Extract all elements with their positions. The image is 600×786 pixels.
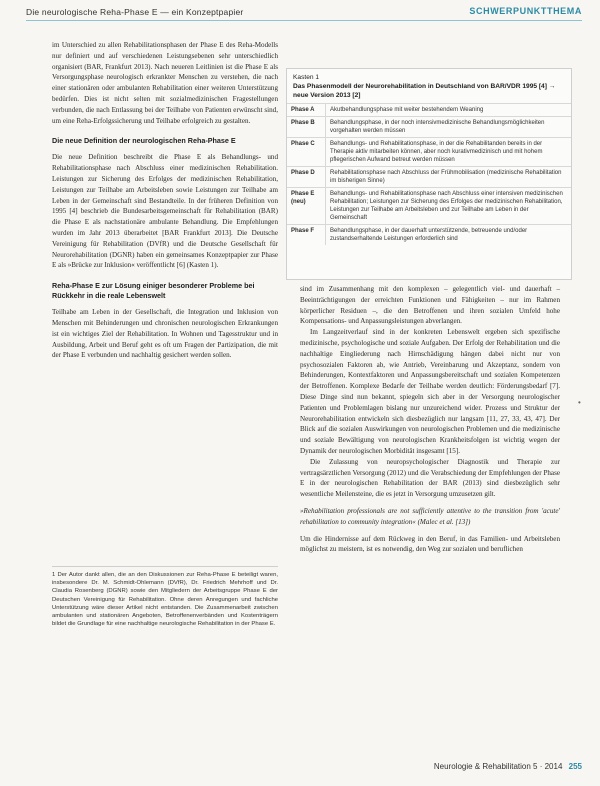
page-number: 255 [568, 762, 582, 771]
phase-label: Phase B [287, 117, 326, 138]
header-rule [26, 20, 582, 21]
paragraph: Um die Hindernisse auf dem Rückweg in den Beruf, in das Familien- und Arbeitsleben möglichst zu meistern, ist es notwendig, den Weg zur sozialen und beruflichen [300, 534, 560, 554]
phase-label: Phase E (neu) [287, 188, 326, 225]
pull-quote: »Rehabilitation professionals are not sufficiently attentive to the transition from 'acute' rehabilitation to community integration« (Malec et al. [13]) [300, 506, 560, 526]
section-label: SCHWERPUNKTTHEMA [469, 6, 582, 16]
table-row [287, 188, 571, 225]
margin-mark: • [578, 398, 581, 407]
section-heading: Reha-Phase E zur Lösung einiger besonderer Probleme bei Rückkehr in die reale Lebenswelt [52, 281, 255, 301]
right-column [300, 284, 560, 555]
phase-description: Behandlungs- und Rehabilitationsphase nach Abschluss einer intensiven medizinischen Rehabilitation; Leistungen zur Sicherung des Erfolges der medizinischen Rehabilitation, Leistungen zur Teilhabe am Arbeitsleben und zur Teilhabe am Leben in der Gemeinschaft [326, 188, 572, 225]
left-column [52, 40, 278, 361]
footnote-text: 1 Der Autor dankt allen, die an den Diskussionen zur Reha-Phase E beteiligt waren, insbesondere Dr. M. Schmidt-Ohlemann (DVfR), Dr. Friedrich Mehrhoff und Dr. Claudia Rosenberg (DGNR) sowie den Mitgliedern der Arbeitsgruppe Phase E der Deutschen Vereinigung für Rehabilitation. Ohne deren Anregungen und fachliche Unterstützung wäre dieser Artikel nicht entstanden. Die Zusammenarbeit zwischen ambulanten und stationären Angeboten, Betroffenenverbänden und Kostenträgern bildet die Grundlage für eine nachhaltige neurologische Rehabilitation in der Phase E. [52, 572, 278, 628]
paragraph: sind im Zusammenhang mit den komplexen – gelegentlich viel- und dauerhaft – Beeinträchtigungen der erreichten Funktionen und Fähigkeiten – nur im Rahmen körperlicher Residuen –, die den Betroffenen und ihren sozialen Umfeld hohe Kompensations- und Anpassungsleistungen abverlangen. [300, 285, 560, 326]
table-row [287, 117, 571, 138]
phase-description: Behandlungs- und Rehabilitationsphase, in der die Rehabilitanden bereits in der Therapie aktiv mitarbeiten können, aber noch kurativmedizinisch und mit hohem pflegerischen Aufwand betreut werden müssen [326, 138, 572, 167]
page-footer [434, 762, 582, 771]
phase-description: Behandlungsphase, in der dauerhaft unterstützende, betreuende und/oder zustandserhaltende Leistungen erforderlich sind [326, 225, 572, 246]
phase-label: Phase C [287, 138, 326, 167]
paragraph: im Unterschied zu allen Rehabilitationsphasen der Phase E des Reha-Modells nur definiert und auf verschiedenen Leistungsebenen sehr unterschiedlich organisiert (BAR, Frankfurt 2013). Nach neueren Leitlinien ist die Phase E als Versorgungsphase neurologisch erkrankter Menschen zu verstehen, die nach einer stationären oder ambulanten Rehabilitation einer weiteren Unterstützung bedürfen. Dies ist nicht selten mit sozialmedizinischen Fragestellungen verbunden, die nach Entlassung bei der Teilhabe von Patienten erwünscht sind, um eine Reha-Erfolgssicherung und Teilhabe erfolgreich zu gestalten. [52, 41, 278, 125]
phase-description: Behandlungsphase, in der noch intensivmedizinische Behandlungsmöglichkeiten vorgehalten werden müssen [326, 117, 572, 138]
box-caption [287, 69, 571, 103]
table-row [287, 104, 571, 117]
running-header [0, 0, 600, 32]
info-box-kasten-1 [286, 68, 572, 280]
phase-label: Phase D [287, 167, 326, 188]
journal-name: Neurologie & Rehabilitation 5 · 2014 [433, 762, 563, 771]
phase-label: Phase F [287, 225, 326, 246]
paragraph: Im Langzeitverlauf sind in der konkreten Lebenswelt ergeben sich spezifische medizinische, psychologische und soziale Aufgaben. Der Erfolg der Rehabilitation und die nachhaltige Eingliederung nach Hirnschädigung hängen dabei nicht nur von psychosozialen Faktoren ab, wie Antrieb, Vereinbarung und Akzeptanz, sondern von Behinderungen, Kontextfaktoren und Anpassungsbereitschaft und sozialen Kompetenzen der Betroffenen. Komplexe Bedarfe der Teilhabe werden deutlich: Förderungsbedarf [7]. Diese Dinge sind nun bekannt, spiegeln sich aber in der Versorgung neurologischer Patienten und Problemlagen bislang nur unzureichend wider. Prozess und Struktur der Neurorehabilitation entwickeln sich diesbezüglich nur langsam [11, 27, 33, 43, 47]. Der Blick auf die sozialen Auswirkungen von neurologischen Problemen und die medizinische und soziale Bewältigung von neurologischen Krankheitsfolgen ist wichtig wegen der Dynamik der neurologischen Morbidität insgesamt [15]. [300, 328, 560, 455]
phase-table [287, 103, 571, 245]
phase-description: Rehabilitationsphase nach Abschluss der Frühmobilisation (medizinische Rehabilitation im bisherigen Sinne) [326, 167, 572, 188]
table-row [287, 138, 571, 167]
paragraph: Teilhabe am Leben in der Gesellschaft, die Integration und Inklusion von Menschen mit Behinderungen und chronischen neurologischen Erkrankungen ist ein wichtiges Ziel der Rehabilitation. In Wohnen und Tagesstruktur und in Ausbildung, Arbeit und Beruf geht es oft um Fragen der Partizipation, die mit der Phase E verbunden und nachhaltig gesichert werden sollen. [52, 308, 278, 360]
phase-description: Akutbehandlungsphase mit weiter bestehendem Weaning [326, 104, 572, 117]
paragraph: Die neue Definition beschreibt die Phase E als Behandlungs- und Rehabilitationsphase nach Abschluss einer medizinischen Rehabilitation. Leistungen zur Sicherung des Erfolges der medizinischen Rehabilitation, Leistungen zur Teilhabe am Arbeitsleben sowie Leistungen zur Teilhabe am Leben in der Gemeinschaft sind Bestandteile. In der früheren Definition von 1995 [4] beschrieb die Bundesarbeitsgemeinschaft für Rehabilitation (BAR) die Phase E als nachstationäre ambulante Behandlung. Die Empfehlungen wurden im Jahr 2013 überarbeitet [BAR Frankfurt 2013]. Die Deutsche Vereinigung für Rehabilitation (DVfR) und die Deutsche Gesellschaft für Neurorehabilitation (DGNR) haben ein gemeinsames Konzeptpapier zur Phase E als »Brücke zur Inklusion« veröffentlicht [6] (Kasten 1). [52, 153, 278, 270]
phase-label: Phase A [287, 104, 326, 117]
box-title: Das Phasenmodell der Neurorehabilitation in Deutschland von BAR/VDR 1995 [4] → neue Version 2013 [2] [293, 83, 556, 99]
running-title: Die neurologische Reha-Phase E — ein Konzeptpapier [26, 7, 244, 17]
table-row [287, 167, 571, 188]
paragraph: Die Zulassung von neuropsychologischer Diagnostik und Therapie zur vertragsärztlichen Versorgung (2012) und die Verabschiedung der Empfehlungen der Phase E in der neurologischen Rehabilitation der BAR (2013) sind diesbezüglich sehr wesentliche Meilensteine, die es jetzt in Versorgung umzusetzen gilt. [300, 457, 560, 499]
footnote [52, 566, 278, 628]
box-label: Kasten 1 [293, 74, 320, 81]
table-row [287, 225, 571, 246]
section-heading: Die neue Definition der neurologischen Reha-Phase E [52, 136, 236, 146]
